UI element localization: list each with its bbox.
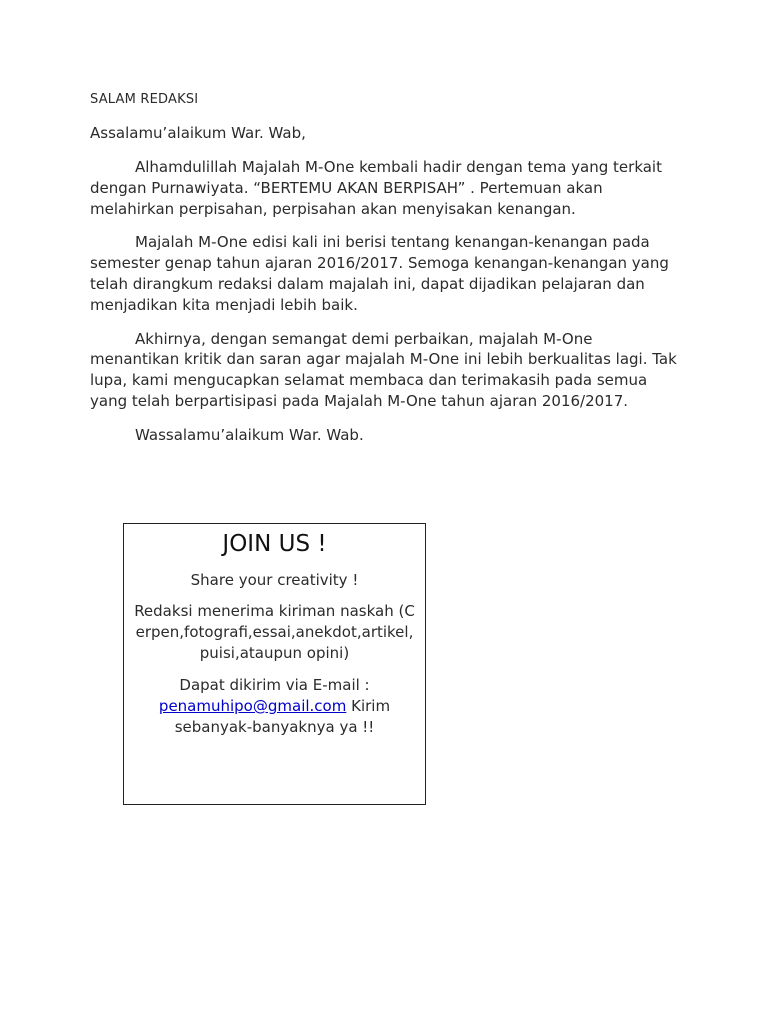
submission-text: Redaksi menerima kiriman naskah (Cerpen,fotografi,essai,anekdot,artikel,puisi,ataupun opini) [134,602,415,662]
send-intro: Dapat dikirim via E-mail : [179,676,370,694]
email-link[interactable]: penamuhipo@gmail.com [158,697,347,715]
paragraph-content: Majalah M-One edisi kali ini berisi tentang kenangan-kenangan pada semester genap tahun ajaran 2016/2017. Semoga kenangan-kenangan yang telah dirangkum redaksi dalam majalah ini, dapat dijadikan pelajaran dan menjadikan kita menjadi lebih baik. [90,233,669,314]
join-us-subtitle: Share your creativity ! [190,571,359,589]
paragraph-intro: Alhamdulillah Majalah M-One kembali hadir dengan tema yang terkait dengan Purnawiyata. “BERTEMU AKAN BERPISAH” . Pertemuan akan melahirkan perpisahan, perpisahan akan menyisakan kenangan. [90,158,662,218]
join-us-title: JOIN US ! [222,531,327,557]
greeting-line: Assalamu’alaikum War. Wab, [90,124,306,142]
editorial-body [90,157,678,459]
page-heading: SALAM REDAKSI [90,92,199,107]
closing-salutation: Wassalamu’alaikum War. Wab. [135,425,364,444]
send-outro: Kirim sebanyak-banyaknya ya !! [174,697,391,736]
contact-text [124,675,425,738]
paragraph-closing-remarks: Akhirnya, dengan semangat demi perbaikan, majalah M-One menantikan kritik dan saran agar majalah M-One ini lebih berkualitas lagi. Tak lupa, kami mengucapkan selamat membaca dan terimakasih pada semua yang telah berpartisipasi pada Majalah M-One tahun ajaran 2016/2017. [90,329,677,410]
join-us-box [123,523,426,805]
